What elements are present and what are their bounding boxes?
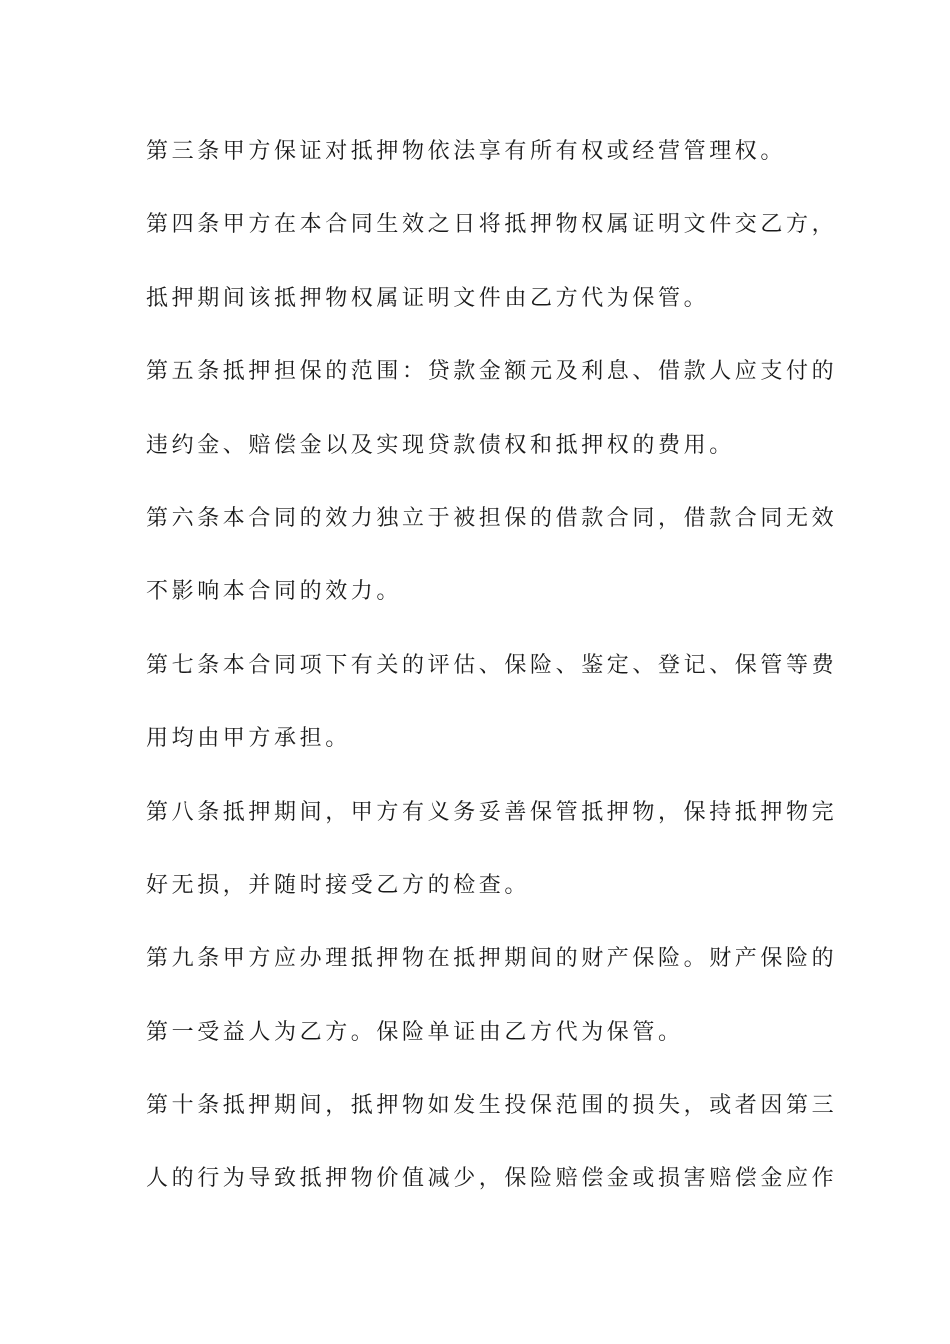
- text-line: 第五条抵押担保的范围：贷款金额元及利息、借款人应支付的: [146, 359, 838, 385]
- text-line: 第三条甲方保证对抵押物依法享有所有权或经营管理权。: [146, 139, 787, 164]
- text-line: 第七条本合同项下有关的评估、保险、鉴定、登记、保管等费: [146, 652, 838, 678]
- text-line: 第十条抵押期间，抵押物如发生投保范围的损失，或者因第三: [146, 1093, 838, 1119]
- text-line: 第八条抵押期间，甲方有义务妥善保管抵押物，保持抵押物完: [146, 799, 838, 825]
- text-line: 第六条本合同的效力独立于被担保的借款合同，借款合同无效: [146, 505, 838, 531]
- contract-text: [146, 128, 838, 1229]
- text-line: 违约金、赔偿金以及实现贷款债权和抵押权的费用。: [146, 432, 735, 458]
- text-line: 人的行为导致抵押物价值减少，保险赔偿金或损害赔偿金应作: [146, 1166, 838, 1192]
- text-line: 不影响本合同的效力。: [146, 579, 403, 605]
- text-line: 好无损，并随时接受乙方的检查。: [146, 872, 531, 898]
- text-line: 用均由甲方承担。: [146, 726, 351, 752]
- text-line: 第一受益人为乙方。保险单证由乙方代为保管。: [146, 1019, 684, 1045]
- text-line: 第四条甲方在本合同生效之日将抵押物权属证明文件交乙方，: [146, 212, 838, 238]
- text-line: 第九条甲方应办理抵押物在抵押期间的财产保险。财产保险的: [146, 946, 838, 972]
- text-line: 抵押期间该抵押物权属证明文件由乙方代为保管。: [146, 285, 710, 311]
